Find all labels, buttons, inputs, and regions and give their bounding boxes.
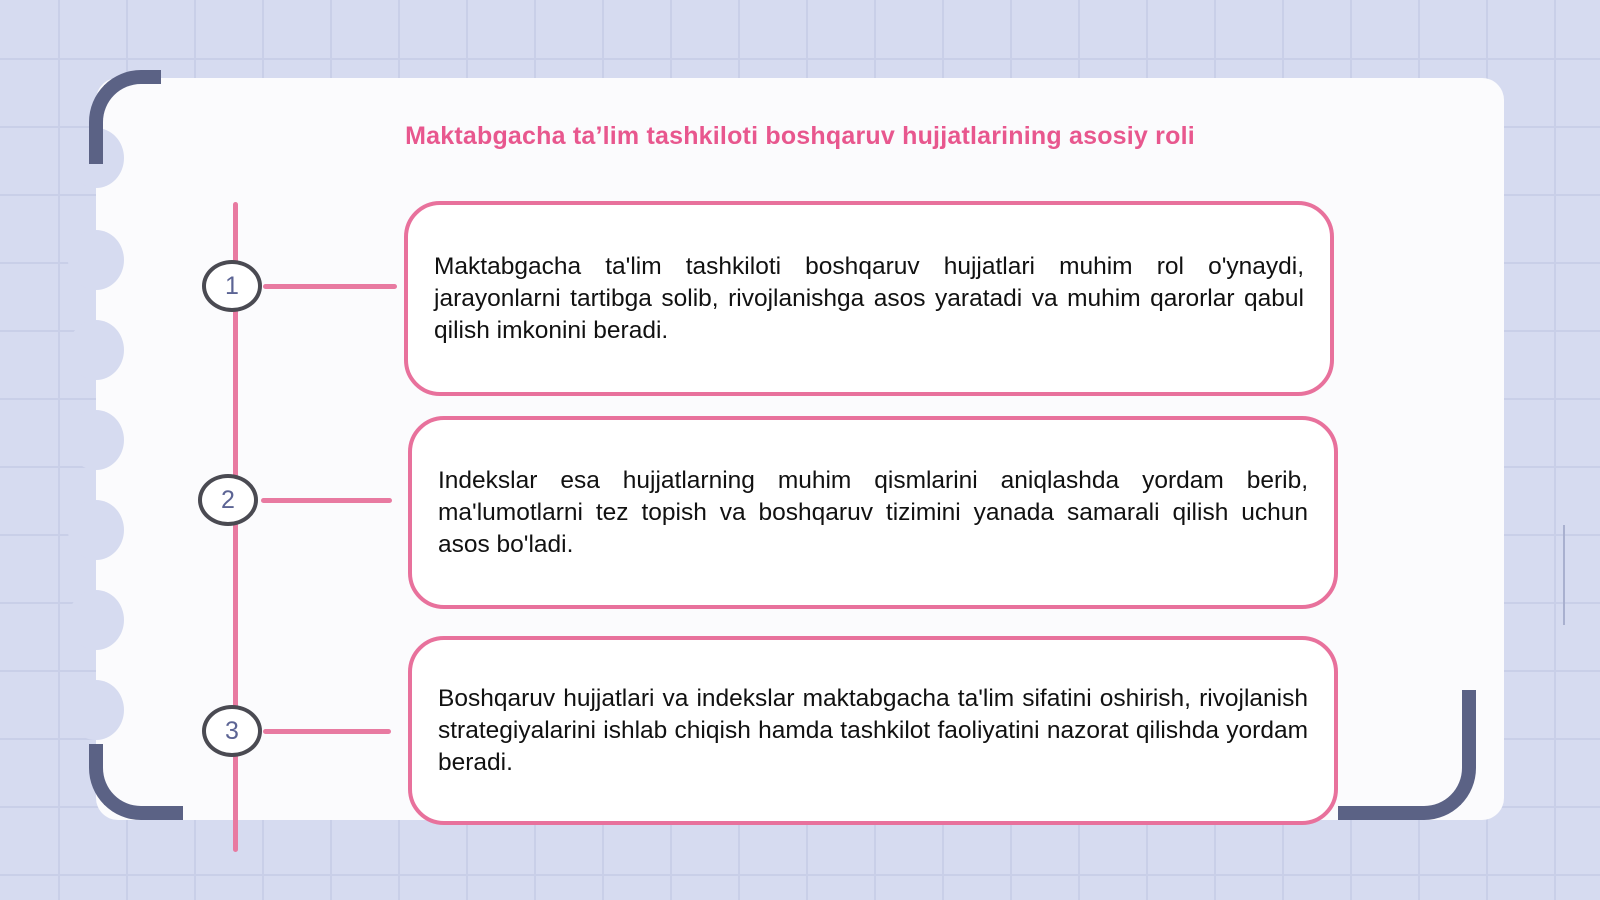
scallop-edge <box>68 680 124 740</box>
step-number-3: 3 <box>202 705 262 757</box>
grid-mark <box>1563 525 1565 625</box>
scallop-edge <box>68 500 124 560</box>
corner-bracket-top-left <box>89 70 161 164</box>
scallop-edge <box>68 230 124 290</box>
connector-1 <box>263 284 397 289</box>
step-number-2: 2 <box>198 474 258 526</box>
scallop-edge <box>68 410 124 470</box>
step-text-1: Maktabgacha ta'lim tashkiloti boshqaruv hujjatlari muhim rol o'ynaydi, jarayonlarni tartibga solib, rivojlanishga asos yaratadi va muhim qarorlar qabul qilish imkonini beradi. <box>434 252 1304 344</box>
step-card-2 <box>408 416 1338 609</box>
scallop-edge <box>68 590 124 650</box>
step-text-2: Indekslar esa hujjatlarning muhim qismlarini aniqlashda yordam berib, ma'lumotlarni tez topish va boshqaruv tizimini yanada samarali qilish uchun asos bo'ladi. <box>438 466 1308 558</box>
slide-title: Maktabgacha ta’lim tashkiloti boshqaruv hujjatlarining asosiy roli <box>405 122 1195 150</box>
connector-3 <box>263 729 391 734</box>
corner-bracket-bottom-right <box>1338 690 1476 820</box>
connector-2 <box>261 498 392 503</box>
scallop-edge <box>68 320 124 380</box>
step-text-3: Boshqaruv hujjatlari va indekslar maktabgacha ta'lim sifatini oshirish, rivojlanish strategiyalarini ishlab chiqish hamda tashkilot faoliyatini nazorat qilishda yordam beradi. <box>438 684 1308 776</box>
step-card-1 <box>404 201 1334 396</box>
step-card-3 <box>408 636 1338 825</box>
step-number-1: 1 <box>202 260 262 312</box>
